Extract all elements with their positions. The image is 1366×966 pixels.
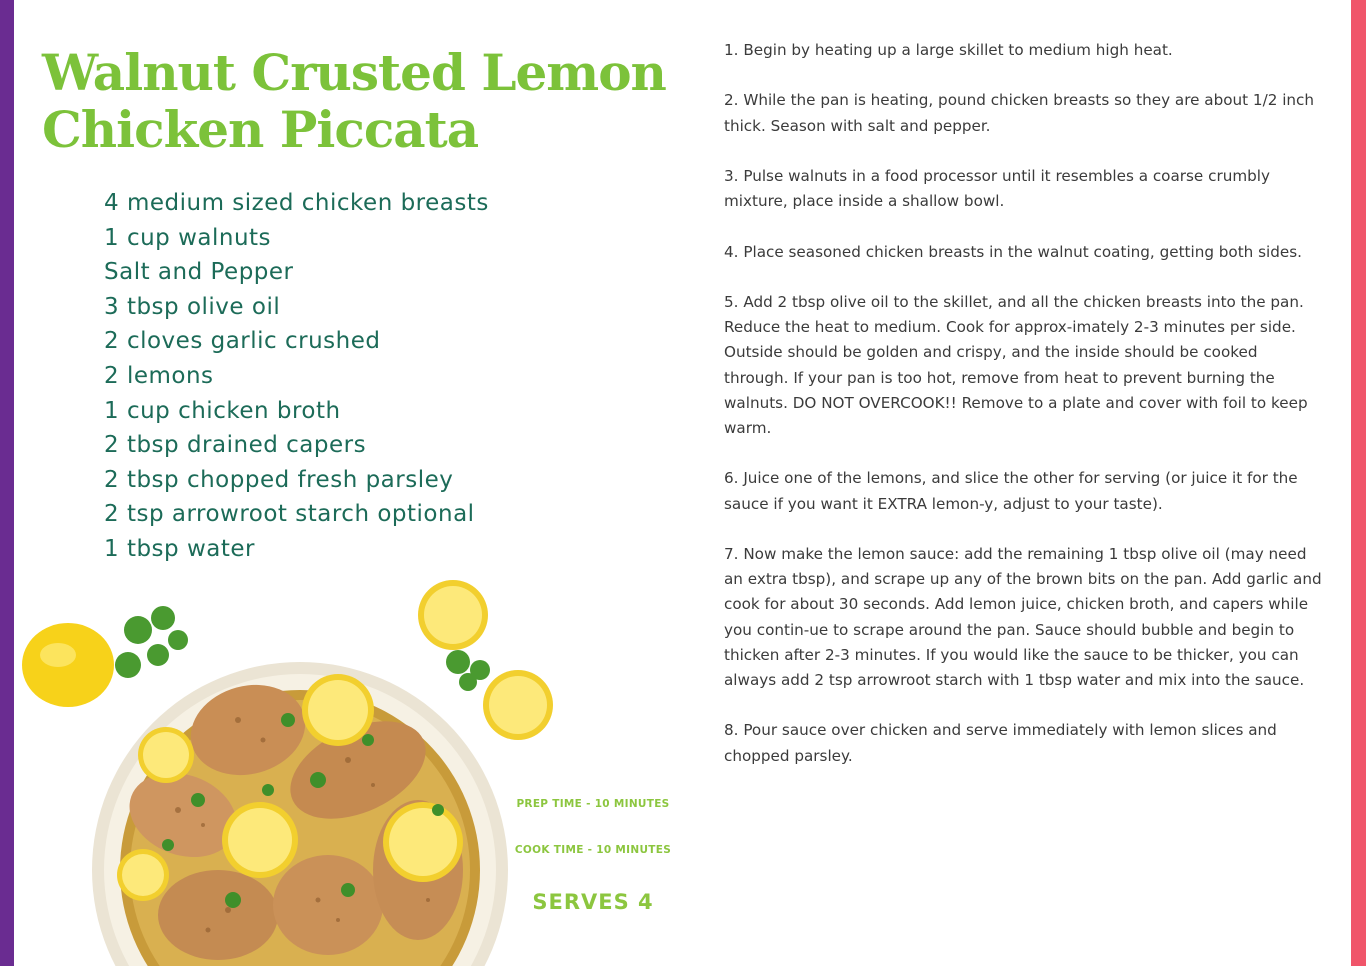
ingredient-item: 3 tbsp olive oil [104, 293, 281, 320]
ingredient-item: 2 tbsp drained capers [104, 432, 367, 459]
ingredient-item: 4 medium sized chicken breasts [104, 190, 489, 216]
right-edge-bar [1351, 0, 1366, 966]
ingredient-item: 2 cloves garlic crushed [104, 328, 381, 355]
chicken-piccata-pan-photo [18, 570, 578, 966]
cook-time: COOK TIME - 10 MINUTES [514, 844, 672, 856]
instruction-step: 3. Pulse walnuts in a food processor until it resembles a coarse crumbly mixture, place inside a shallow bowl. [724, 166, 1270, 211]
ingredient-item: Salt and Pepper [104, 259, 294, 286]
ingredient-item: 2 tsp arrowroot starch optional [104, 501, 475, 528]
instruction-step: 1. Begin by heating up a large skillet to medium high heat. [724, 41, 1173, 59]
recipe-title-line-1: Walnut Crusted Lemon [42, 43, 666, 102]
ingredient-item: 2 tbsp chopped fresh parsley [104, 466, 454, 493]
instruction-step: 7. Now make the lemon sauce: add the remaining 1 tbsp olive oil (may need an extra tbsp), and scrape up any of the brown bits on the pan. Add garlic and cook for about 30 seconds. Add lemon juice, chicken broth, and capers while you contin-ue to scrape around the pan. Sauce should bubble and begin to thicken after 2-3 minutes. If you would like the sauce to be thicker, you can always add 2 tsp arrowroot starch with 1 tbsp water and mix into the sauce. [724, 544, 1322, 689]
instruction-step: 4. Place seasoned chicken breasts in the walnut coating, getting both sides. [724, 242, 1302, 261]
instruction-step: 6. Juice one of the lemons, and slice the other for serving (or juice it for the sauce if you want it EXTRA lemon-y, adjust to your taste). [724, 469, 1298, 513]
instruction-step: 5. Add 2 tbsp olive oil to the skillet, and all the chicken breasts into the pan. Reduce the heat to medium. Cook for approx-imately 2-3 minutes per side. Outside should be golden and crispy, and the inside should be cooked through. If your pan is too hot, remove from heat to prevent burning the walnuts. DO NOT OVERCOOK!! Remove to a plate and cover with foil to keep warm. [724, 292, 1308, 437]
serves-count: SERVES 4 [532, 890, 654, 914]
ingredient-list [104, 186, 489, 567]
left-edge-bar [0, 0, 14, 966]
ingredient-item: 1 tbsp water [104, 535, 255, 562]
ingredient-item: 2 lemons [104, 362, 214, 389]
prep-time: PREP TIME - 10 MINUTES [516, 798, 670, 810]
instructions [724, 38, 1324, 794]
ingredient-item: 1 cup walnuts [104, 224, 272, 251]
instruction-step: 8. Pour sauce over chicken and serve immediately with lemon slices and chopped parsley. [724, 721, 1277, 765]
instruction-step: 2. While the pan is heating, pound chicken breasts so they are about 1/2 inch thick. Season with salt and pepper. [724, 91, 1315, 135]
recipe-title [42, 44, 682, 158]
ingredient-item: 1 cup chicken broth [104, 397, 341, 424]
recipe-title-line-2: Chicken Piccata [42, 100, 479, 159]
